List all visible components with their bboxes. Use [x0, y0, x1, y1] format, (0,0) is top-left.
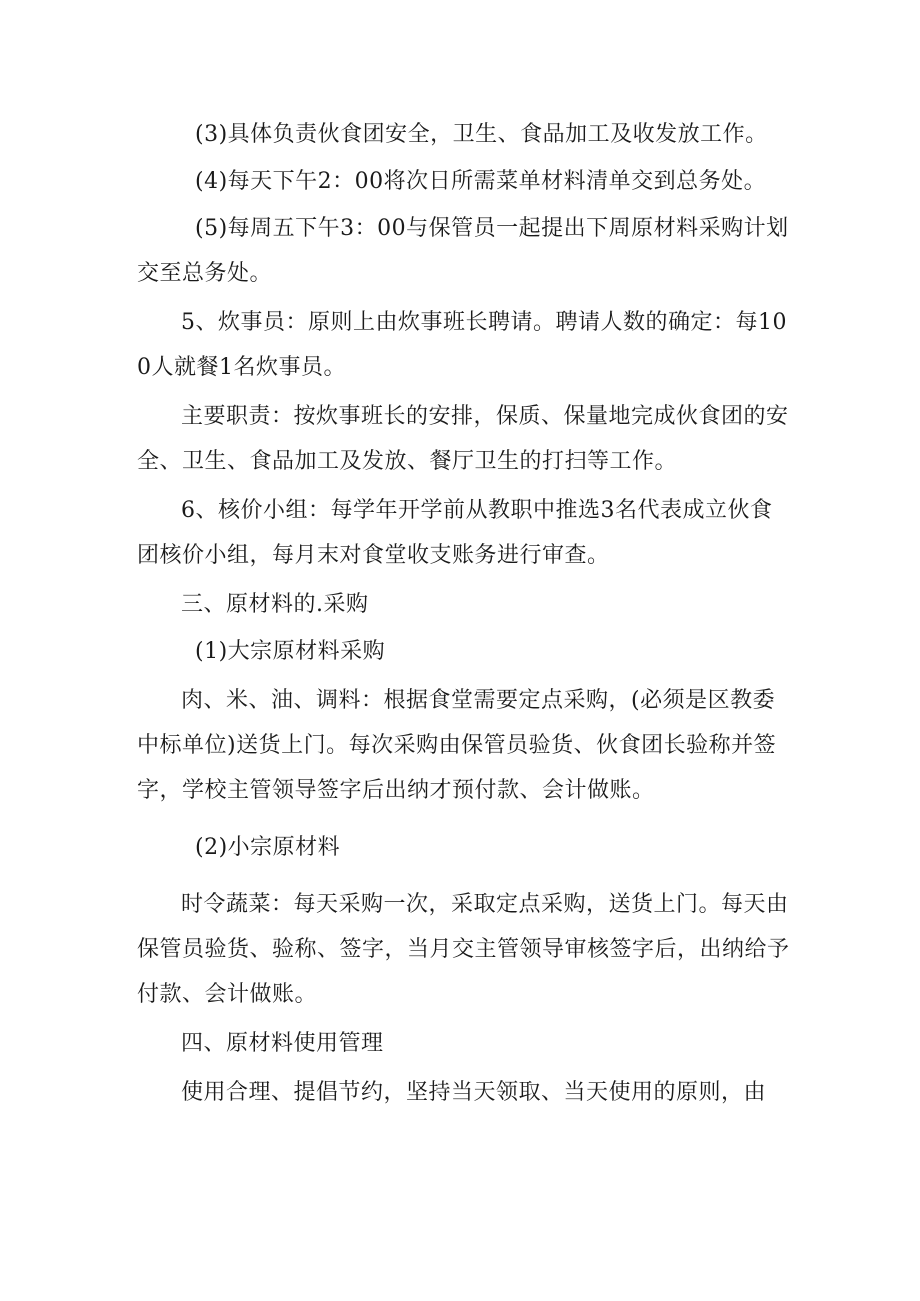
document-body	[137, 112, 793, 1115]
paragraph-duty-3: (3)具体负责伙食团安全，卫生、食品加工及收发放工作。	[195, 122, 768, 147]
paragraph-cook-duties: 主要职责：按炊事班长的安排，保质、保量地完成伙食团的安全、卫生、食品加工及发放、餐厅卫生的打扫等工作。	[137, 404, 789, 474]
paragraph-cook-staff: 5、炊事员：原则上由炊事班长聘请。聘请人数的确定：每100人就餐1名炊事员。	[137, 310, 787, 380]
section-heading-procurement: 三、原材料的.采购	[181, 592, 369, 617]
paragraph-duty-5: (5)每周五下午3：00与保管员一起提出下周原材料采购计划交至总务处。	[137, 216, 789, 286]
paragraph-pricing-group: 6、核价小组：每学年开学前从教职中推选3名代表成立伙食团核价小组，每月末对食堂收支账务进行审查。	[137, 498, 773, 568]
paragraph-vegetables: 时令蔬菜：每天采购一次，采取定点采购，送货上门。每天由保管员验货、验称、签字，当月交主管领导审核签字后，出纳给予付款、会计做账。	[137, 892, 790, 1007]
subheading-bulk-materials: (1)大宗原材料采购	[195, 639, 386, 664]
paragraph-usage: 使用合理、提倡节约，坚持当天领取、当天使用的原则，由	[181, 1080, 767, 1105]
section-heading-usage: 四、原材料使用管理	[181, 1031, 384, 1056]
paragraph-duty-4: (4)每天下午2：00将次日所需菜单材料清单交到总务处。	[195, 169, 767, 194]
paragraph-bulk-materials: 肉、米、油、调料：根据食堂需要定点采购，(必须是区教委中标单位)送货上门。每次采购由保管员验货、伙食团长验称并签字，学校主管领导签字后出纳才预付款、会计做账。	[137, 688, 777, 803]
subheading-small-materials: (2)小宗原材料	[195, 835, 341, 860]
